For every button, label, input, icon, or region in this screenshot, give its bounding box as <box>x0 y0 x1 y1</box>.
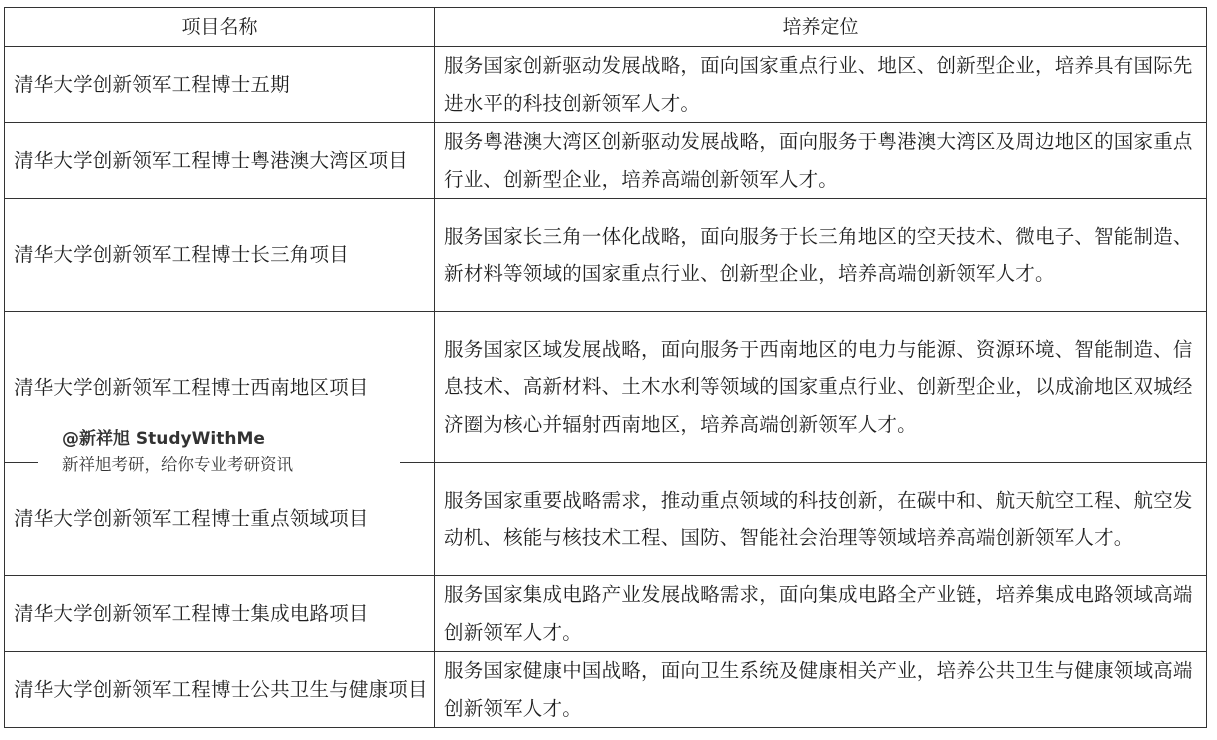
header-project-name: 项目名称 <box>5 8 435 47</box>
positioning-cell: 服务粤港澳大湾区创新驱动发展战略，面向服务于粤港澳大湾区及周边地区的国家重点行业、创新型企业，培养高端创新领军人才。 <box>435 123 1207 199</box>
program-table <box>4 7 1207 728</box>
table-row <box>5 199 1207 312</box>
project-name-cell: 清华大学创新领军工程博士公共卫生与健康项目 <box>5 652 435 728</box>
positioning-cell: 服务国家重要战略需求，推动重点领域的科技创新，在碳中和、航天航空工程、航空发动机、核能与核技术工程、国防、智能社会治理等领域培养高端创新领军人才。 <box>435 463 1207 576</box>
project-name-cell: 清华大学创新领军工程博士重点领域项目 <box>5 463 435 576</box>
project-name-cell: 清华大学创新领军工程博士五期 <box>5 47 435 123</box>
positioning-cell: 服务国家区域发展战略，面向服务于西南地区的电力与能源、资源环境、智能制造、信息技术、高新材料、土木水利等领域的国家重点行业、创新型企业，以成渝地区双城经济圈为核心并辐射西南地区，培养高端创新领军人才。 <box>435 312 1207 463</box>
table-row <box>5 652 1207 728</box>
table-row <box>5 47 1207 123</box>
table-header-row <box>5 8 1207 47</box>
header-positioning: 培养定位 <box>435 8 1207 47</box>
positioning-cell: 服务国家长三角一体化战略，面向服务于长三角地区的空天技术、微电子、智能制造、新材料等领域的国家重点行业、创新型企业，培养高端创新领军人才。 <box>435 199 1207 312</box>
project-name-cell: 清华大学创新领军工程博士集成电路项目 <box>5 576 435 652</box>
table-row <box>5 576 1207 652</box>
table-row <box>5 123 1207 199</box>
watermark <box>38 424 400 482</box>
project-name-cell: 清华大学创新领军工程博士粤港澳大湾区项目 <box>5 123 435 199</box>
positioning-cell: 服务国家集成电路产业发展战略需求，面向集成电路全产业链，培养集成电路领域高端创新领军人才。 <box>435 576 1207 652</box>
project-name-cell: 清华大学创新领军工程博士西南地区项目 <box>5 312 435 463</box>
watermark-handle: @新祥旭 StudyWithMe <box>62 429 265 449</box>
watermark-slogan: 新祥旭考研，给你专业考研资讯 <box>62 455 293 474</box>
positioning-cell: 服务国家健康中国战略，面向卫生系统及健康相关产业，培养公共卫生与健康领域高端创新领军人才。 <box>435 652 1207 728</box>
positioning-cell: 服务国家创新驱动发展战略，面向国家重点行业、地区、创新型企业，培养具有国际先进水平的科技创新领军人才。 <box>435 47 1207 123</box>
project-name-cell: 清华大学创新领军工程博士长三角项目 <box>5 199 435 312</box>
